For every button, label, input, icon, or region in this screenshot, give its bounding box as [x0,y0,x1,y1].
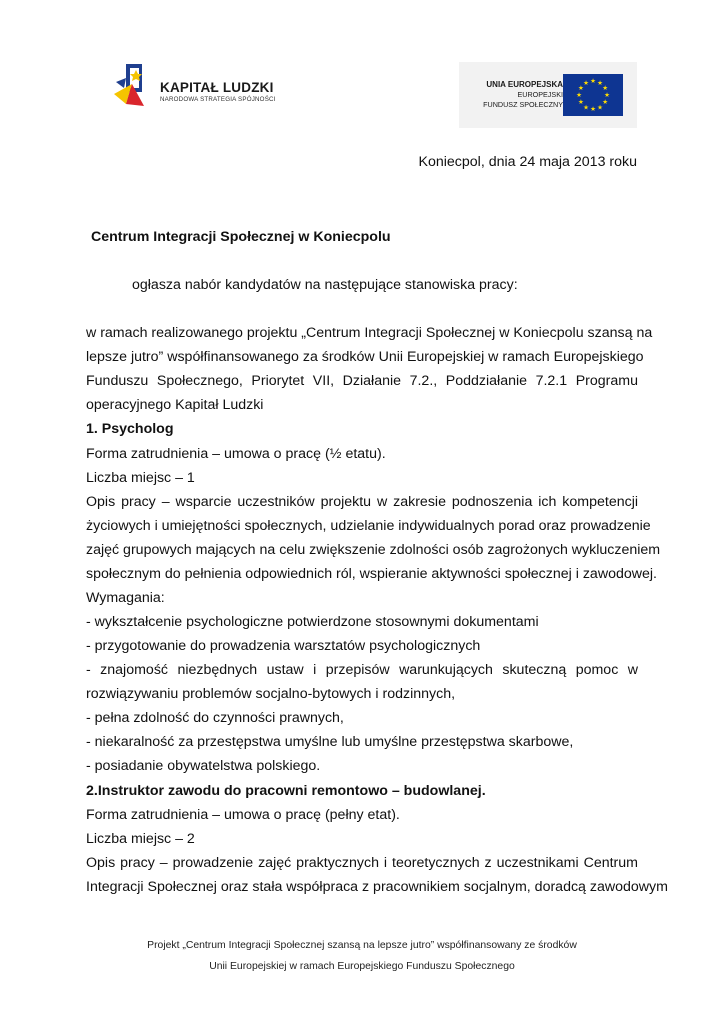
eu-star-icon: ★ [602,85,609,93]
position1-requirement: rozwiązywaniu problemów socjalno-bytowych i rodzinnych, [86,686,456,702]
position1-heading: 1. Psycholog [86,421,174,437]
organization-name: Centrum Integracji Społecznej w Koniecpolu [91,229,391,245]
position1-requirement: - znajomość niezbędnych ustaw i przepisów warunkujących skuteczną pomoc w [86,662,638,678]
eu-logo-line2: EUROPEJSKI [517,90,563,99]
eu-star-icon: ★ [602,99,609,107]
eu-flag-icon [563,74,623,116]
position1-description-line: zajęć grupowych mających na celu zwiększenie zdolności osób zagrożonych wykluczeniem [86,542,661,558]
eu-star-icon: ★ [577,99,584,107]
eu-logo-text [483,80,563,110]
eu-star-icon: ★ [577,85,584,93]
position1-description-line: Opis pracy – wsparcie uczestników projektu w zakresie podnoszenia ich kompetencji [86,494,638,510]
eu-star-icon: ★ [597,80,603,88]
eu-stars-icon [563,74,623,116]
position1-requirement: - pełna zdolność do czynności prawnych, [86,710,344,726]
eu-star-icon: ★ [590,78,596,86]
announcement-line: ogłasza nabór kandydatów na następujące stanowiska pracy: [132,277,518,293]
kapital-ludzki-logo [112,62,312,108]
position1-requirement: - przygotowanie do prowadzenia warsztatów psychologicznych [86,638,481,654]
eu-star-icon: ★ [590,106,596,114]
footer-line: Projekt „Centrum Integracji Społecznej szansą na lepsze jutro” współfinansowany ze środków [147,940,577,951]
eu-efs-logo [459,62,637,128]
eu-logo-line1: UNIA EUROPEJSKA [486,80,563,89]
position1-requirement: - posiadanie obywatelstwa polskiego. [86,758,321,774]
position1-requirement: - niekaralność za przestępstwa umyślne lub umyślne przestępstwa skarbowe, [86,734,574,750]
eu-star-icon: ★ [583,80,589,88]
kapital-ludzki-emblem-icon [112,62,156,108]
position2-heading: 2.Instruktor zawodu do pracowni remontowo – budowlanej. [86,783,486,799]
eu-logo-line3: FUNDUSZ SPOŁECZNY [483,100,563,109]
intro-line: w ramach realizowanego projektu „Centrum Integracji Społecznej w Koniecpolu szansą na [86,325,653,341]
position1-places: Liczba miejsc – 1 [86,470,195,486]
kapital-ludzki-subtitle: NARODOWA STRATEGIA SPÓJNOŚCI [160,96,276,103]
position2-employment: Forma zatrudnienia – umowa o pracę (pełny etat). [86,807,400,823]
intro-line: Funduszu Społecznego, Priorytet VII, Działanie 7.2., Poddziałanie 7.2.1 Programu [86,373,638,389]
intro-line: lepsze jutro” współfinansowanego za środków Unii Europejskiej w ramach Europejskiego [86,349,644,365]
eu-star-icon: ★ [597,104,603,112]
eu-star-icon: ★ [604,92,610,100]
position1-description-line: życiowych i umiejętności społecznych, udzielanie indywidualnych porad oraz prowadzenie [86,518,651,534]
kapital-ludzki-title: KAPITAŁ LUDZKI [160,80,274,95]
position1-requirement: - wykształcenie psychologiczne potwierdzone stosownymi dokumentami [86,614,539,630]
position2-places: Liczba miejsc – 2 [86,831,195,847]
position2-description-line: Opis pracy – prowadzenie zajęć praktycznych i teoretycznych z uczestnikami Centrum [86,855,638,871]
date-line: Koniecpol, dnia 24 maja 2013 roku [418,154,637,170]
position2-description-line: Integracji Społecznej oraz stała współpraca z pracownikiem socjalnym, doradcą zawodowym [86,879,668,895]
footer-line: Unii Europejskiej w ramach Europejskiego Funduszu Społecznego [209,961,515,972]
position1-description-line: społecznym do pełnienia odpowiednich ról, wspieranie aktywności społecznej i zawodowej. [86,566,657,582]
position1-requirements-label: Wymagania: [86,590,165,606]
position1-employment: Forma zatrudnienia – umowa o pracę (½ etatu). [86,446,386,462]
eu-star-icon: ★ [583,104,589,112]
eu-star-icon: ★ [576,92,582,100]
intro-line: operacyjnego Kapitał Ludzki [86,397,264,413]
